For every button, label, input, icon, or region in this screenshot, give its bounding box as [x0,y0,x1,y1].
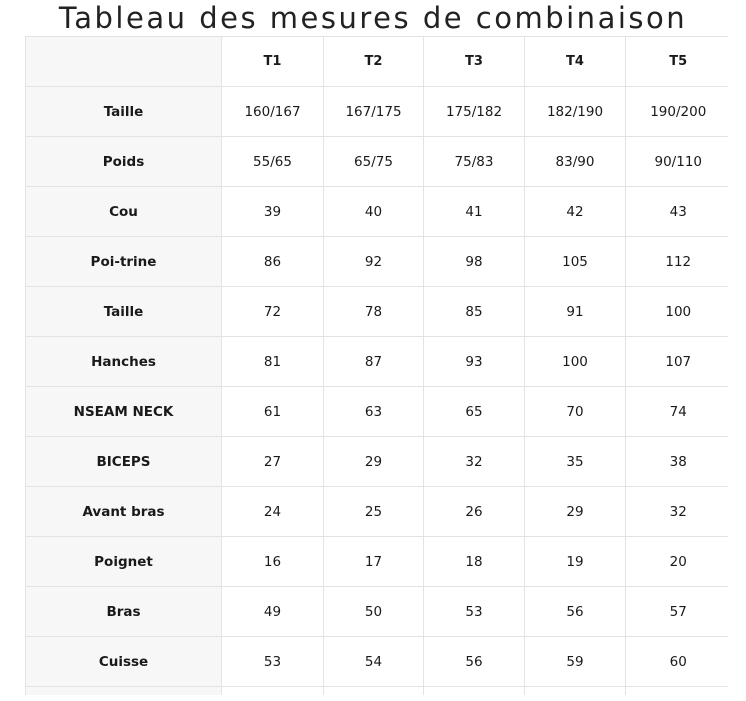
table-cell: 100 [525,337,626,387]
table-row [26,287,729,337]
table-cell: 59 [525,637,626,687]
table-cell: 26 [424,487,525,537]
page-title: Tableau des mesures de combinaison [58,1,688,35]
table-cell: 29 [324,437,424,487]
table-cell: 70 [525,387,626,437]
table-cell: 60 [626,637,729,687]
table-cell: 91 [525,287,626,337]
row-label: Poi-trine [26,237,222,287]
row-label: Cuisse [26,637,222,687]
table-cell: 53 [424,587,525,637]
size-chart-table-container[interactable] [25,36,728,695]
table-cell: 190/200 [626,87,729,137]
row-label: NSEAM NECK [26,387,222,437]
table-row-partial [26,687,729,696]
column-header-t1: T1 [222,37,324,87]
table-cell: 16 [222,537,324,587]
table-cell: 86 [222,237,324,287]
table-cell: 100 [626,287,729,337]
column-header-t5: T5 [626,37,729,87]
table-row [26,587,729,637]
table-cell: 18 [424,537,525,587]
row-label: Poids [26,137,222,187]
column-header-t3: T3 [424,37,525,87]
table-row [26,437,729,487]
table-cell: 93 [424,337,525,387]
row-label: Bras [26,587,222,637]
table-header-row [26,37,729,87]
table-cell: 39 [222,187,324,237]
table-cell: 54 [324,637,424,687]
table-row [26,137,729,187]
table-cell [324,687,424,696]
row-label: Avant bras [26,487,222,537]
table-cell: 56 [424,637,525,687]
table-cell: 53 [222,637,324,687]
table-cell: 55/65 [222,137,324,187]
table-cell: 20 [626,537,729,587]
table-cell: 35 [525,437,626,487]
table-cell: 56 [525,587,626,637]
column-header-t4: T4 [525,37,626,87]
table-cell: 32 [626,487,729,537]
column-header-t2: T2 [324,37,424,87]
table-cell: 29 [525,487,626,537]
table-row [26,337,729,387]
table-cell: 78 [324,287,424,337]
row-label: Poignet [26,537,222,587]
table-cell: 65 [424,387,525,437]
table-cell: 75/83 [424,137,525,187]
table-cell: 42 [525,187,626,237]
table-row [26,87,729,137]
table-cell: 90/110 [626,137,729,187]
table-cell: 49 [222,587,324,637]
row-label: BICEPS [26,437,222,487]
corner-cell [26,37,222,87]
table-cell: 167/175 [324,87,424,137]
table-row [26,637,729,687]
table-cell: 61 [222,387,324,437]
table-cell: 32 [424,437,525,487]
table-cell: 74 [626,387,729,437]
table-cell: 105 [525,237,626,287]
table-cell: 17 [324,537,424,587]
table-cell: 72 [222,287,324,337]
table-cell: 19 [525,537,626,587]
row-label [26,687,222,696]
table-cell: 43 [626,187,729,237]
table-row [26,187,729,237]
table-cell: 24 [222,487,324,537]
table-cell: 38 [626,437,729,487]
table-row [26,387,729,437]
table-cell: 50 [324,587,424,637]
table-cell: 27 [222,437,324,487]
table-cell: 85 [424,287,525,337]
table-cell: 40 [324,187,424,237]
table-cell: 83/90 [525,137,626,187]
table-cell: 63 [324,387,424,437]
table-cell: 57 [626,587,729,637]
table-cell: 98 [424,237,525,287]
table-cell: 87 [324,337,424,387]
table-row [26,237,729,287]
table-cell: 81 [222,337,324,387]
table-cell [525,687,626,696]
row-label: Cou [26,187,222,237]
row-label: Taille [26,87,222,137]
table-cell [626,687,729,696]
table-cell: 107 [626,337,729,387]
table-cell: 92 [324,237,424,287]
table-cell: 41 [424,187,525,237]
table-cell: 112 [626,237,729,287]
table-row [26,487,729,537]
table-cell: 182/190 [525,87,626,137]
table-cell: 175/182 [424,87,525,137]
table-cell [222,687,324,696]
table-cell: 25 [324,487,424,537]
size-chart-table [25,36,728,695]
table-cell: 65/75 [324,137,424,187]
row-label: Taille [26,287,222,337]
table-cell: 160/167 [222,87,324,137]
row-label: Hanches [26,337,222,387]
table-row [26,537,729,587]
table-cell [424,687,525,696]
